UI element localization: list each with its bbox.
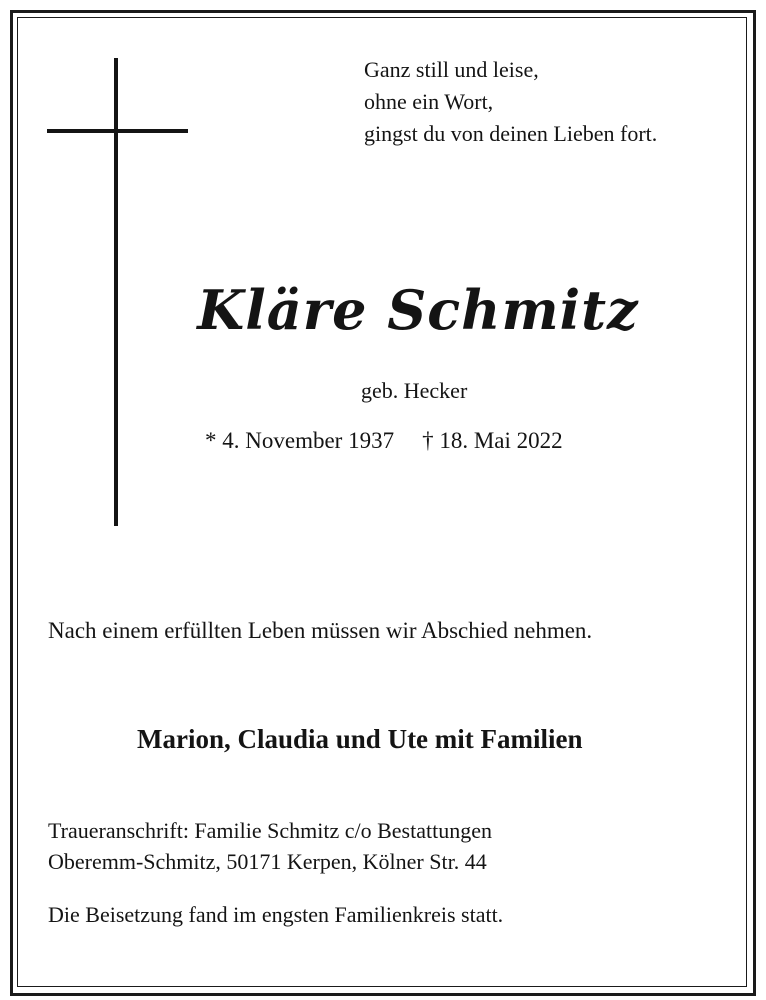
life-dates xyxy=(205,428,563,454)
verse-line-3: gingst du von deinen Lieben fort. xyxy=(364,121,658,146)
maiden-name: geb. Hecker xyxy=(361,378,468,403)
address-line-1: Traueranschrift: Familie Schmitz c/o Bestattungen xyxy=(48,818,492,843)
address-line-2: Oberemm-Schmitz, 50171 Kerpen, Kölner Str. 44 xyxy=(48,849,487,874)
family-names: Marion, Claudia und Ute mit Familien xyxy=(137,724,583,754)
memorial-verse xyxy=(364,54,657,150)
birth-date: * 4. November 1937 xyxy=(205,428,395,453)
verse-line-2: ohne ein Wort, xyxy=(364,89,494,114)
deceased-name: Kläre Schmitz xyxy=(197,278,639,342)
verse-line-1: Ganz still und leise, xyxy=(364,57,539,82)
farewell-text: Nach einem erfüllten Leben müssen wir Abschied nehmen. xyxy=(48,618,593,643)
death-date: † 18. Mai 2022 xyxy=(422,428,563,453)
cross-icon-bar xyxy=(47,129,188,133)
mourning-address xyxy=(48,815,492,877)
burial-note: Die Beisetzung fand im engsten Familienkreis statt. xyxy=(48,902,504,927)
